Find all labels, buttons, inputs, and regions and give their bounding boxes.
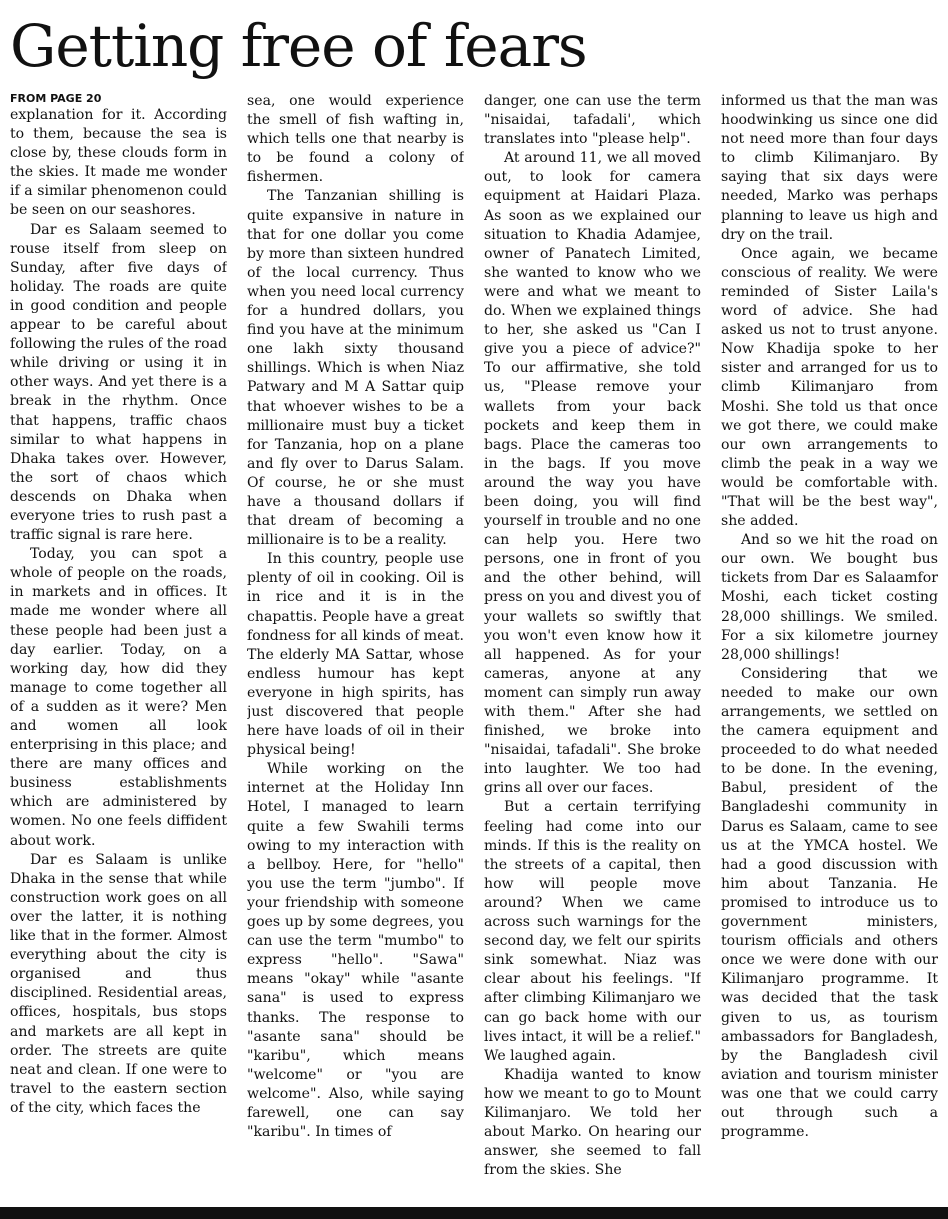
column-1 <box>10 92 227 1200</box>
article-headline: Getting free of fears <box>10 12 587 80</box>
paragraph: Dar es Salaam is unlike Dhaka in the sense that while construction work goes on all over the latter, it is nothing like that in the former. Almost everything about the city is organised and thus disciplined. Residential areas, offices, hospitals, bus stops and markets are all kept in order. The streets are quite neat and clean. If one were to travel to the eastern section of the city, which faces the <box>10 851 227 1116</box>
paragraph: In this country, people use plenty of oil in cooking. Oil is in rice and it is in the chapattis. People have a great fondness for all kinds of meat. The elderly MA Sattar, whose endless humour has kept everyone in high spirits, has just discovered that people here have loads of oil in their physical being! <box>247 551 464 759</box>
paragraph: And so we hit the road on our own. We bought bus tickets from Dar es Salaamfor Moshi, each ticket costing 28,000 shillings. We smiled. For a six kilometre journey 28,000 shillings! <box>721 532 938 663</box>
continuation-kicker: FROM PAGE 20 <box>10 92 102 105</box>
column-4 <box>721 92 938 1200</box>
paragraph: explanation for it. According to them, because the sea is close by, these clouds form in the skies. It made me wonder if a similar phenomenon could be seen on our seashores. <box>10 107 227 219</box>
paragraph: sea, one would experience the smell of fish wafting in, which tells one that nearby is to be found a colony of fishermen. <box>247 93 464 186</box>
paragraph: The Tanzanian shilling is quite expansive in nature in that for one dollar you come by more than sixteen hundred of the local currency. Thus when you need local currency for a hundred dollars, you find you have at the minimum one lakh sixty thousand shillings. Which is when Niaz Patwary and M A Sattar quip that whoever wishes to be a millionaire must buy a ticket for Tanzania, hop on a plane and fly over to Darus Salam. Of course, he or she must have a thousand dollars if that dream of becoming a millionaire is to be a reality. <box>247 188 464 549</box>
paragraph: But a certain terrifying feeling had come into our minds. If this is the reality on the streets of a capital, then how will people move around? When we came across such warnings for the second day, we felt our spirits sink somewhat. Niaz was clear about his feelings. "If after climbing Kilimanjaro we can go back home with our lives intact, it will be a relief." We laughed again. <box>484 799 701 1064</box>
article-body <box>10 92 938 1200</box>
page-bottom-rule <box>0 1207 948 1219</box>
paragraph: Dar es Salaam seemed to rouse itself from sleep on Sunday, after five days of holiday. The roads are quite in good condition and people appear to be careful about following the rules of the road while driving or using it in other ways. And yet there is a break in the rhythm. Once that happens, traffic chaos similar to what happens in Dhaka takes over. However, the sort of chaos which descends on Dhaka when everyone tries to rush past a traffic signal is rare here. <box>10 221 227 544</box>
paragraph: Khadija wanted to know how we meant to go to Mount Kilimanjaro. We told her about Marko. On hearing our answer, she seemed to fall from the skies. She <box>484 1066 701 1179</box>
paragraph: While working on the internet at the Holiday Inn Hotel, I managed to learn quite a few Swahili terms owing to my interaction with a bellboy. Here, for "hello" you use the term "jumbo". If your friendship with someone goes up by some degrees, you can use the term "mumbo" to express "hello". "Sawa" means "okay" while "asante sana" is used to express thanks. The response to "asante sana" should be "karibu", which means "welcome" or "you are welcome". Also, while saying farewell, one can say "karibu". In times of <box>247 761 464 1141</box>
paragraph: informed us that the man was hoodwinking us since one did not need more than four days to climb Kilimanjaro. By saying that six days were needed, Marko was perhaps planning to leave us high and dry on the trail. <box>721 93 938 243</box>
paragraph: Once again, we became conscious of reality. We were reminded of Sister Laila's word of advice. She had asked us not to trust anyone. Now Khadija spoke to her sister and arranged for us to climb Kilimanjaro from Moshi. She told us that once we got there, we could make our own arrangements to climb the peak in a way we would be comfortable with. "That will be the best way", she added. <box>721 245 938 530</box>
paragraph: Considering that we needed to make our own arrangements, we settled on the camera equipment and proceeded to do what needed to be done. In the evening, Babul, president of the Bangladeshi community in Darus es Salaam, came to see us at the YMCA hostel. We had a good discussion with him about Tanzania. He promised to introduce us to government ministers, tourism officials and others once we were done with our Kilimanjaro programme. It was decided that the task given to us, as tourism ambassadors for Bangladesh, by the Bangladesh civil aviation and tourism minister was one that we could carry out through such a programme. <box>721 665 938 1141</box>
paragraph: danger, one can use the term "nisaidai, tafadali', which translates into "please help". <box>484 93 701 148</box>
column-3 <box>484 92 701 1200</box>
column-2 <box>247 92 464 1200</box>
paragraph: At around 11, we all moved out, to look for camera equipment at Haidari Plaza. As soon as we explained our situation to Khadia Adamjee, owner of Panatech Limited, she wanted to know who we were and what we meant to do. When we explained things to her, she asked us "Can I give you a piece of advice?" To our affirmative, she told us, "Please remove your wallets from your back pockets and keep them in bags. Place the cameras too in the bags. If you move around the way you have been doing, you will find yourself in trouble and no one can help you. Here two persons, one in front of you and the other behind, will press on you and divest you of your wallets so swiftly that you won't even know how it all happened. As for your cameras, anyone at any moment can simply run away with them." After she had finished, we broke into "nisaidai, tafadali". She broke into laughter. We too had grins all over our faces. <box>484 150 701 797</box>
paragraph: Today, you can spot a whole of people on the roads, in markets and in offices. It made me wonder where all these people had been just a day earlier. Today, on a working day, how did they manage to come together all of a sudden as it were? Men and women all look enterprising in this place; and there are many offices and business establishments which are administered by women. No one feels diffident about work. <box>10 546 227 849</box>
